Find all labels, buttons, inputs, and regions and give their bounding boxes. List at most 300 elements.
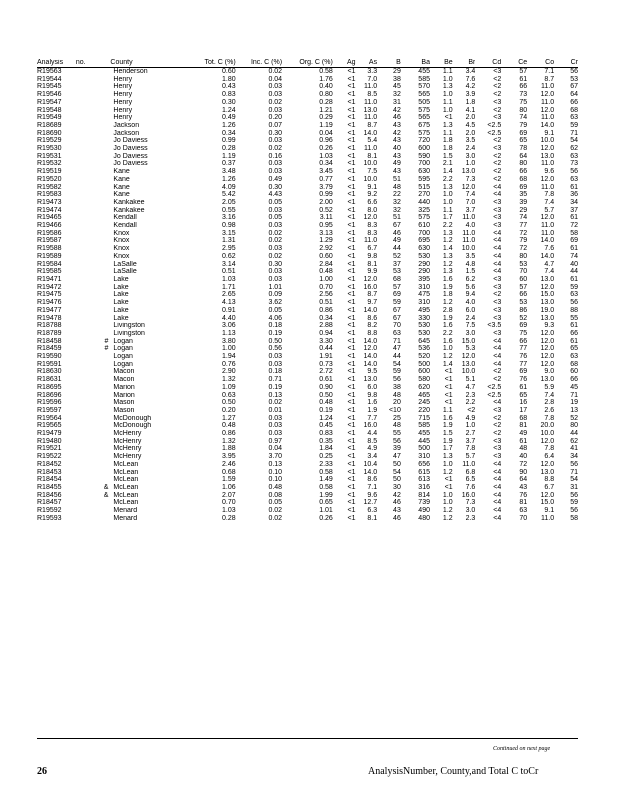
table-cell: 39	[393, 445, 401, 453]
table-cell: 12.0	[540, 214, 555, 222]
table-cell: <1	[347, 245, 356, 253]
table-cell: 1.59	[222, 476, 236, 484]
table-cell: <1	[347, 206, 356, 214]
table-row	[37, 122, 578, 130]
table-cell: 74	[519, 114, 528, 122]
table-cell: 325	[418, 206, 430, 214]
table-cell: 613	[418, 476, 430, 484]
table-cell: 739	[418, 499, 430, 507]
table-cell: 11.0	[363, 83, 378, 91]
table-row	[37, 160, 578, 168]
table-row	[37, 299, 578, 307]
table-cell: 0.71	[268, 376, 283, 384]
table-cell: 56	[393, 376, 401, 384]
table-cell: 9.1	[544, 507, 555, 515]
table-cell: 43	[393, 121, 401, 129]
table-cell: 68	[519, 414, 528, 422]
table-cell: 19	[570, 399, 578, 407]
table-cell: 57	[393, 283, 401, 291]
table-cell: R19521	[37, 445, 62, 453]
table-cell: 68	[393, 275, 401, 283]
table-cell: 66	[570, 329, 578, 337]
table-cell: <4	[493, 191, 502, 199]
table-cell: 0.61	[319, 376, 333, 384]
table-cell: <3	[493, 98, 502, 106]
table-cell: 8.8	[367, 329, 378, 337]
table-cell: <3	[493, 114, 502, 122]
table-row	[37, 145, 578, 153]
table-cell: 2.2	[442, 175, 453, 183]
table-cell: 12.0	[540, 329, 555, 337]
table-cell: 590	[418, 152, 430, 160]
table-cell: 316	[418, 483, 430, 491]
table-cell: 0.55	[222, 206, 236, 214]
table-cell: Macon	[113, 376, 135, 384]
table-cell: <2.5	[487, 129, 502, 137]
table-cell: &	[103, 491, 109, 499]
table-cell: 7.4	[465, 191, 476, 199]
table-cell: <1	[444, 114, 453, 122]
table-cell: 13.0	[363, 106, 378, 114]
table-cell: Lake	[113, 299, 129, 307]
table-row	[37, 484, 578, 492]
table-cell: 1.24	[319, 414, 333, 422]
table-cell: <4	[493, 483, 502, 491]
table-cell: 46	[393, 114, 401, 122]
table-cell: 0.03	[268, 91, 283, 99]
column-header: Co	[527, 59, 554, 68]
table-cell: <2	[493, 175, 502, 183]
table-cell: <1	[347, 191, 356, 199]
table-cell: 0.73	[319, 360, 333, 368]
table-cell: Henry	[113, 83, 133, 91]
table-cell: 1.27	[222, 414, 236, 422]
table-cell: 1.03	[222, 507, 236, 515]
table-cell: R19583	[37, 191, 62, 199]
table-cell: 68	[570, 106, 578, 114]
table-cell: 10.0	[363, 175, 378, 183]
table-row	[37, 76, 578, 84]
column-header: Cd	[475, 59, 501, 68]
bottom-rule	[37, 738, 578, 739]
table-cell: <1	[347, 368, 356, 376]
table-cell: 1.6	[367, 399, 378, 407]
table-cell: 0.30	[268, 129, 283, 137]
table-cell: Lake	[113, 291, 129, 299]
table-cell: 13.0	[540, 275, 555, 283]
table-cell: <1	[347, 329, 356, 337]
table-cell: 600	[418, 368, 430, 376]
table-cell	[76, 114, 111, 122]
table-cell: 0.02	[268, 145, 283, 153]
table-cell: 11.0	[541, 160, 555, 168]
table-cell	[76, 199, 111, 207]
page-caption: AnalysisNumber, County,and Total C toCr	[368, 766, 539, 777]
table-cell: 0.03	[268, 83, 283, 91]
table-row	[37, 107, 578, 115]
table-cell: 2.8	[544, 399, 555, 407]
table-cell: 0.03	[268, 268, 283, 276]
table-cell: 63	[393, 329, 401, 337]
table-cell	[76, 268, 111, 276]
table-cell: Kankakee	[113, 198, 145, 206]
table-row	[37, 168, 578, 176]
table-row	[37, 276, 578, 284]
table-cell: 0.10	[268, 476, 283, 484]
table-cell: 43	[519, 483, 528, 491]
table-cell: 54	[393, 468, 401, 476]
table-cell: 2.1	[442, 160, 453, 168]
table-cell: <2	[493, 168, 502, 176]
table-row	[37, 361, 578, 369]
table-cell: 4.8	[465, 260, 476, 268]
table-cell: 60	[519, 275, 528, 283]
table-cell: 2.4	[465, 314, 476, 322]
table-cell	[76, 122, 111, 130]
table-cell: <2	[467, 406, 476, 414]
table-cell: 81	[519, 499, 528, 507]
table-cell: <1	[347, 507, 356, 515]
table-cell: <1	[347, 391, 356, 399]
table-cell: 7.3	[465, 175, 476, 183]
table-cell: R18459	[37, 345, 62, 353]
table-cell: <4	[493, 237, 502, 245]
table-cell: 2.7	[465, 430, 476, 438]
table-cell: R19582	[37, 183, 62, 191]
table-cell: Mason	[113, 406, 135, 414]
table-cell: 71	[570, 468, 578, 476]
table-row	[37, 245, 578, 253]
table-cell: 9.6	[367, 491, 378, 499]
table-cell: 52	[519, 314, 528, 322]
table-cell: 515	[418, 183, 430, 191]
table-cell: 57	[519, 283, 528, 291]
table-cell: R19584	[37, 260, 62, 268]
table-cell: 1.49	[319, 476, 333, 484]
table-cell: 0.19	[319, 406, 333, 414]
table-row	[37, 214, 578, 222]
table-cell: 66	[519, 291, 528, 299]
table-cell: <1	[347, 222, 356, 230]
table-cell: 14.0	[363, 360, 378, 368]
table-cell: 13.0	[540, 376, 555, 384]
table-cell: 63	[570, 175, 578, 183]
table-cell: <1	[347, 260, 356, 268]
table-cell: Knox	[113, 245, 130, 253]
table-cell: LaSalle	[113, 260, 137, 268]
table-row	[37, 268, 578, 276]
table-body	[37, 68, 578, 523]
table-cell: <1	[347, 291, 356, 299]
table-row	[37, 353, 578, 361]
table-cell: Mason	[113, 399, 135, 407]
table-cell: 3.7	[465, 206, 476, 214]
table-cell: 2.33	[319, 460, 333, 468]
table-row	[37, 330, 578, 338]
table-cell: 11.0	[363, 114, 378, 122]
table-cell: <10	[388, 406, 401, 414]
table-cell: 54	[570, 476, 578, 484]
table-cell: 1.0	[465, 422, 476, 430]
table-cell: 0.50	[222, 399, 236, 407]
table-cell: <3	[493, 453, 502, 461]
table-cell: 54	[393, 360, 401, 368]
table-cell: 1.99	[319, 491, 333, 499]
table-cell: 14.0	[363, 468, 378, 476]
table-cell: <1	[347, 468, 356, 476]
table-cell: 8.3	[367, 222, 378, 230]
table-cell: R18788	[37, 322, 62, 330]
table-cell: 54	[570, 137, 578, 145]
table-cell: 70	[519, 268, 528, 276]
table-cell: Kane	[113, 191, 130, 199]
table-cell: <1	[444, 368, 453, 376]
table-cell: 1.8	[442, 137, 453, 145]
table-cell: 1.00	[222, 345, 236, 353]
table-cell: McDonough	[113, 414, 152, 422]
table-cell: 51	[393, 175, 401, 183]
table-cell	[76, 515, 111, 523]
table-cell: 49	[393, 160, 401, 168]
table-cell: <1	[347, 252, 356, 260]
table-row	[37, 307, 578, 315]
table-cell: 11.0	[462, 214, 476, 222]
table-cell	[76, 445, 111, 453]
table-cell: 8.7	[367, 291, 378, 299]
table-cell: 0.58	[319, 468, 333, 476]
table-cell: McHenry	[113, 430, 142, 438]
table-cell: R19475	[37, 291, 62, 299]
table-cell: 14.0	[363, 129, 378, 137]
table-row	[37, 368, 578, 376]
table-cell: 59	[393, 299, 401, 307]
table-header	[37, 59, 578, 68]
table-cell: #	[104, 337, 109, 345]
table-cell: 585	[418, 422, 430, 430]
table-cell: 7.3	[465, 499, 476, 507]
table-cell: 0.03	[268, 430, 283, 438]
table-cell: 0.04	[319, 129, 333, 137]
table-cell: Logan	[113, 345, 133, 353]
table-cell: 1.84	[319, 445, 333, 453]
table-cell: 55	[570, 314, 578, 322]
table-cell: 19.0	[540, 306, 555, 314]
table-cell: 70	[519, 514, 528, 522]
table-cell: 13.0	[363, 376, 378, 384]
table-cell: 0.28	[319, 98, 333, 106]
table-cell: 0.03	[268, 106, 283, 114]
table-cell: 69	[519, 183, 528, 191]
table-cell: R19585	[37, 268, 62, 276]
table-cell: 700	[418, 160, 430, 168]
table-cell: R19471	[37, 275, 62, 283]
table-cell: <3	[493, 445, 502, 453]
table-cell: 47	[393, 453, 401, 461]
table-cell	[76, 430, 111, 438]
table-cell: <1	[347, 268, 356, 276]
table-cell: 12.0	[540, 91, 555, 99]
table-cell	[76, 160, 111, 168]
table-cell: 63	[570, 152, 578, 160]
table-cell: <1	[347, 229, 356, 237]
table-row	[37, 476, 578, 484]
table-cell: 55	[393, 430, 401, 438]
column-header: Analysis	[37, 59, 76, 68]
table-row	[37, 345, 578, 353]
table-cell: 39	[519, 198, 528, 206]
table-cell: 0.86	[319, 306, 333, 314]
table-cell: 40	[519, 453, 528, 461]
table-cell: <2	[493, 152, 502, 160]
table-cell: 0.05	[268, 198, 283, 206]
table-cell: 0.83	[319, 430, 333, 438]
table-cell: 14.0	[363, 353, 378, 361]
table-cell: <3	[493, 306, 502, 314]
table-cell: 0.02	[268, 514, 283, 522]
table-cell: 15.0	[540, 291, 555, 299]
table-cell: <1	[347, 98, 356, 106]
table-cell: 395	[418, 275, 430, 283]
table-cell: 7.8	[544, 445, 555, 453]
table-cell: <1	[347, 121, 356, 129]
table-row	[37, 376, 578, 384]
table-cell: 3.0	[465, 152, 476, 160]
table-cell: 0.99	[319, 191, 333, 199]
table-cell: 29	[519, 206, 528, 214]
table-cell: 0.08	[268, 491, 283, 499]
table-row	[37, 130, 578, 138]
table-cell: 0.45	[319, 422, 333, 430]
table-cell: <1	[347, 137, 356, 145]
table-cell: 310	[418, 299, 430, 307]
table-cell: 45	[570, 383, 578, 391]
table-cell: 4.9	[465, 414, 476, 422]
table-cell: Livingston	[113, 329, 145, 337]
table-cell: 0.56	[268, 345, 283, 353]
table-cell: <1	[444, 483, 453, 491]
table-cell	[76, 237, 111, 245]
table-cell: 81	[519, 422, 528, 430]
table-cell: R19465	[37, 214, 62, 222]
table-row	[37, 68, 578, 76]
table-cell: 80	[519, 160, 528, 168]
table-cell: <1	[347, 406, 356, 414]
table-cell: 2.92	[319, 245, 333, 253]
table-cell: 530	[418, 329, 430, 337]
table-cell: 0.03	[268, 206, 283, 214]
table-cell: 6.4	[544, 453, 555, 461]
table-cell: <1	[347, 437, 356, 445]
table-cell: 12.0	[540, 460, 555, 468]
table-cell: 66	[519, 168, 528, 176]
table-cell: R19532	[37, 160, 62, 168]
table-cell: Henry	[113, 75, 133, 83]
table-cell: 42	[393, 491, 401, 499]
table-cell: <1	[347, 499, 356, 507]
table-cell: 11.0	[541, 114, 555, 122]
table-cell: 72	[519, 460, 528, 468]
table-cell: 66	[570, 376, 578, 384]
table-cell: 0.48	[222, 422, 236, 430]
table-cell: 2.8	[442, 306, 453, 314]
table-cell: 9.0	[544, 368, 555, 376]
table-cell: R19477	[37, 306, 62, 314]
table-cell: 76	[519, 491, 528, 499]
table-cell: 8.0	[367, 206, 378, 214]
table-cell: <4	[493, 353, 502, 361]
table-cell: 0.02	[268, 237, 283, 245]
table-cell: <3	[493, 145, 502, 153]
table-cell: 1.13	[222, 329, 236, 337]
table-cell: 61	[519, 383, 528, 391]
table-cell: 0.09	[268, 291, 283, 299]
table-cell: 1.9	[367, 406, 378, 414]
table-cell: 480	[418, 514, 430, 522]
table-cell: <4	[493, 491, 502, 499]
table-cell: 1.26	[222, 121, 236, 129]
table-cell: 10.0	[540, 430, 555, 438]
table-row	[37, 399, 578, 407]
table-cell: 270	[418, 191, 430, 199]
table-cell: 0.03	[268, 414, 283, 422]
table-cell: R19472	[37, 283, 62, 291]
table-cell: 74	[570, 252, 578, 260]
table-cell: Logan	[113, 337, 133, 345]
table-cell: 0.68	[222, 468, 236, 476]
table-cell: 4.1	[465, 106, 476, 114]
table-row	[37, 430, 578, 438]
table-cell: R18695	[37, 383, 62, 391]
table-cell	[76, 207, 111, 215]
table-cell: 77	[519, 345, 528, 353]
table-cell	[76, 476, 111, 484]
table-cell: 79	[519, 237, 528, 245]
table-cell: <1	[347, 91, 356, 99]
table-cell: <1	[347, 460, 356, 468]
table-cell: R18454	[37, 476, 62, 484]
table-cell: 445	[418, 437, 430, 445]
table-cell: 0.19	[268, 383, 283, 391]
table-cell: R18630	[37, 368, 62, 376]
table-cell: 0.03	[268, 137, 283, 145]
table-cell: 0.50	[268, 337, 283, 345]
table-cell: 0.02	[268, 229, 283, 237]
table-cell: 66	[519, 83, 528, 91]
table-cell: 31	[393, 98, 401, 106]
table-cell: 1.0	[465, 160, 476, 168]
table-cell: <4	[493, 360, 502, 368]
table-cell: 0.80	[319, 91, 333, 99]
table-row	[37, 492, 578, 500]
table-cell: 1.21	[319, 106, 333, 114]
column-header: Ce	[501, 59, 527, 68]
table-cell: 1.32	[222, 437, 236, 445]
table-cell: <1	[347, 353, 356, 361]
table-cell: 8.7	[367, 121, 378, 129]
column-header: As	[356, 59, 378, 68]
table-cell: 500	[418, 360, 430, 368]
table-cell: 0.52	[319, 206, 333, 214]
table-cell: 44	[570, 268, 578, 276]
table-cell: <4	[493, 337, 502, 345]
table-cell: 1.5	[465, 268, 476, 276]
table-cell: 715	[418, 414, 430, 422]
table-cell: 69	[519, 368, 528, 376]
table-cell: 11.0	[541, 83, 555, 91]
table-cell: 3.62	[268, 299, 283, 307]
table-cell: 40	[393, 145, 401, 153]
table-cell: 13	[570, 406, 578, 414]
